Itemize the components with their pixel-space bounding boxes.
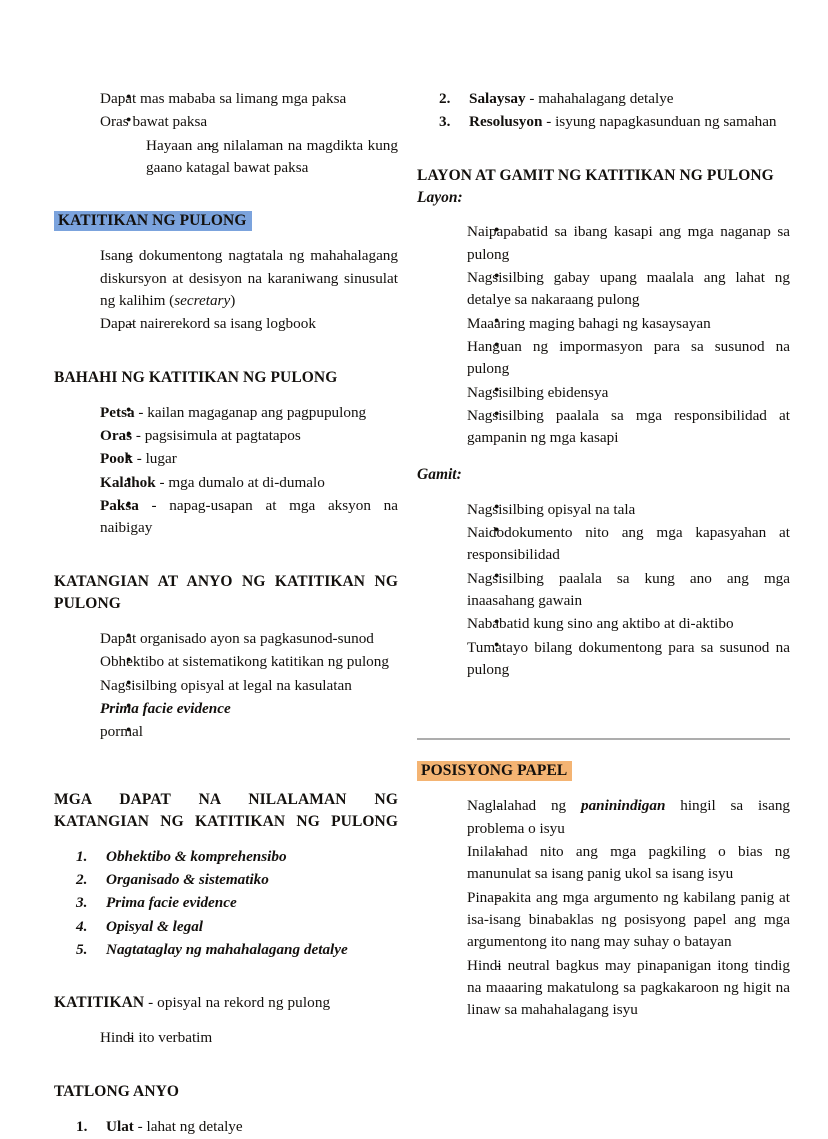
heading-tatlong-anyo: TATLONG ANYO bbox=[54, 1082, 180, 1100]
highlight-blue: KATITIKAN NG PULONG bbox=[54, 211, 252, 231]
list-item bbox=[106, 1116, 398, 1138]
top-subdash-list bbox=[54, 135, 398, 180]
katangian-list bbox=[54, 628, 398, 744]
list-item: ● Nababatid kung sino ang aktibo at di-aktibo bbox=[467, 613, 790, 635]
heading-katitikan-ng-pulong bbox=[54, 210, 398, 232]
list-item bbox=[100, 448, 398, 470]
definition: - lahat ng detalye bbox=[133, 1117, 243, 1135]
text-italic: secretary bbox=[174, 292, 231, 310]
definition: - mahahalagang detalye bbox=[525, 90, 674, 107]
heading-mga-dapat-na-nilalaman: MGA DAPAT NA NILALAMAN NG KATANGIAN NG KATITIKAN NG PULONG bbox=[54, 790, 398, 830]
emphasis: paninindigan bbox=[580, 797, 666, 815]
list-item bbox=[469, 88, 790, 110]
bahahi-list bbox=[54, 402, 398, 540]
text-before: Naglalahad ng bbox=[467, 797, 581, 815]
list-item bbox=[100, 402, 398, 424]
term: Oras bbox=[100, 427, 133, 445]
list-item: ● Hanguan ng impormasyon para sa susunod na pulong bbox=[467, 336, 790, 381]
list-item: ● Nagsisilbing gabay upang maalala ang lahat ng detalye sa nakaraang pulong bbox=[467, 267, 790, 312]
heading-layon-at-gamit: LAYON AT GAMIT NG KATITIKAN NG PULONG bbox=[417, 166, 774, 184]
list-item bbox=[100, 472, 398, 494]
list-item: - Pinapakita ang mga argumento ng kabilang panig at isa-isang binabaklas ng posisyong papel ang mga argumentong ito nang may suhay o batayan bbox=[467, 887, 790, 954]
list-item: Organisado & sistematiko bbox=[106, 870, 269, 888]
list-item bbox=[469, 111, 790, 133]
list-item: Nagtataglay ng mahahalagang detalye bbox=[106, 940, 348, 958]
text-after: ) bbox=[230, 292, 236, 310]
definition: - mga dumalo at di-dumalo bbox=[155, 473, 325, 491]
list-item: - Hindi ito verbatim bbox=[100, 1027, 398, 1049]
nilalaman-numbered-list bbox=[54, 846, 398, 962]
term: Ulat bbox=[106, 1117, 134, 1135]
posisyong-papel-list bbox=[417, 795, 790, 1021]
katitikan-note-list bbox=[54, 1027, 398, 1049]
list-item: - Hayaan ang nilalaman na magdikta kung gaano katagal bawat paksa bbox=[146, 135, 398, 180]
definition: - napag-usapan at mga aksyon na naibigay bbox=[100, 497, 398, 537]
list-item: ● Prima facie evidence bbox=[100, 698, 398, 720]
definition: - opisyal na rekord ng pulong bbox=[144, 994, 331, 1012]
heading-katangian-at-anyo: KATANGIAN AT ANYO NG KATITIKAN NG PULONG bbox=[54, 572, 398, 612]
list-item: ● Dapat mas mababa sa limang mga paksa bbox=[100, 88, 398, 110]
definition: - kailan magaganap ang pagpupulong bbox=[134, 403, 367, 421]
gamit-list bbox=[417, 499, 790, 682]
left-column bbox=[0, 88, 398, 1139]
list-item: ● Dapat organisado ayon sa pagkasunod-sunod bbox=[100, 628, 398, 650]
list-item bbox=[467, 795, 790, 840]
heading-bahahi: BAHAHI NG KATITIKAN NG PULONG bbox=[54, 368, 338, 386]
right-column bbox=[398, 88, 828, 1139]
definition-katitikan bbox=[54, 992, 398, 1014]
subheading-layon: Layon: bbox=[417, 188, 463, 206]
list-item: ● Tumatayo bilang dokumentong para sa susunod na pulong bbox=[467, 637, 790, 682]
text-before: Isang dokumentong nagtatala ng mahahalagang diskursyon at desisyon na karaniwang sinusulat ng kalihim ( bbox=[100, 247, 398, 310]
section-divider bbox=[417, 738, 790, 740]
definition: - isyung napagkasunduan ng samahan bbox=[542, 113, 777, 131]
list-item: ● pormal bbox=[100, 721, 398, 743]
heading-posisyong-papel bbox=[417, 760, 790, 782]
text-after: hingil sa isang problema o isyu bbox=[467, 797, 791, 837]
list-item: ● Oras bawat paksa bbox=[100, 111, 398, 133]
subheading-gamit: Gamit: bbox=[417, 465, 462, 483]
list-item bbox=[100, 425, 398, 447]
highlight-orange: POSISYONG PAPEL bbox=[417, 761, 572, 781]
layon-list bbox=[417, 221, 790, 449]
term: Paksa bbox=[100, 497, 139, 515]
tatlong-anyo-list bbox=[54, 1116, 398, 1138]
list-item: Opisyal & legal bbox=[106, 917, 204, 935]
term: Kalahok bbox=[100, 473, 156, 491]
two-column-layout bbox=[0, 88, 828, 1139]
katitikan-dash-list bbox=[54, 245, 398, 335]
list-item: Prima facie evidence bbox=[106, 894, 237, 912]
list-item: ● Naidodokumento nito ang mga kapasyahan at responsibilidad bbox=[467, 522, 790, 567]
definition: - pagsisimula at pagtatapos bbox=[132, 427, 301, 445]
list-item bbox=[100, 495, 398, 540]
list-item: ● Maaaring maging bahagi ng kasaysayan bbox=[467, 313, 790, 335]
list-item bbox=[100, 245, 398, 312]
term: Salaysay bbox=[469, 90, 526, 107]
list-item: - Inilalahad nito ang mga pagkiling o bias ng manunulat sa isang panig ukol sa isang isyu bbox=[467, 841, 790, 886]
top-bullet-list bbox=[54, 88, 398, 134]
term: Petsa bbox=[100, 403, 135, 421]
term: KATITIKAN bbox=[54, 994, 145, 1012]
list-item: - Dapat nairerekord sa isang logbook bbox=[100, 313, 398, 335]
list-item: ● Nagsisilbing ebidensya bbox=[467, 382, 790, 404]
list-item: ● Naipapabatid sa ibang kasapi ang mga naganap sa pulong bbox=[467, 221, 790, 266]
tatlong-anyo-continued-list bbox=[417, 88, 790, 134]
list-item: ● Nagsisilbing paalala sa kung ano ang mga inaasahang gawain bbox=[467, 568, 790, 613]
list-item: ● Obhektibo at sistematikong katitikan ng pulong bbox=[100, 651, 398, 673]
definition: - lugar bbox=[132, 450, 177, 468]
term: Resolusyon bbox=[469, 113, 543, 131]
term: Pook bbox=[100, 450, 133, 468]
list-item: - Hindi neutral bagkus may pinapanigan itong tindig na maaaring makatulong sa pagkakaroon ng higit na linaw sa mahahalagang isyu bbox=[467, 955, 790, 1022]
list-item: ● Nagsisilbing opisyal na tala bbox=[467, 499, 790, 521]
list-item: ● Nagsisilbing opisyal at legal na kasulatan bbox=[100, 675, 398, 697]
list-item: ● Nagsisilbing paalala sa mga responsibilidad at gampanin ng mga kasapi bbox=[467, 405, 790, 450]
list-item: Obhektibo & komprehensibo bbox=[106, 847, 287, 865]
